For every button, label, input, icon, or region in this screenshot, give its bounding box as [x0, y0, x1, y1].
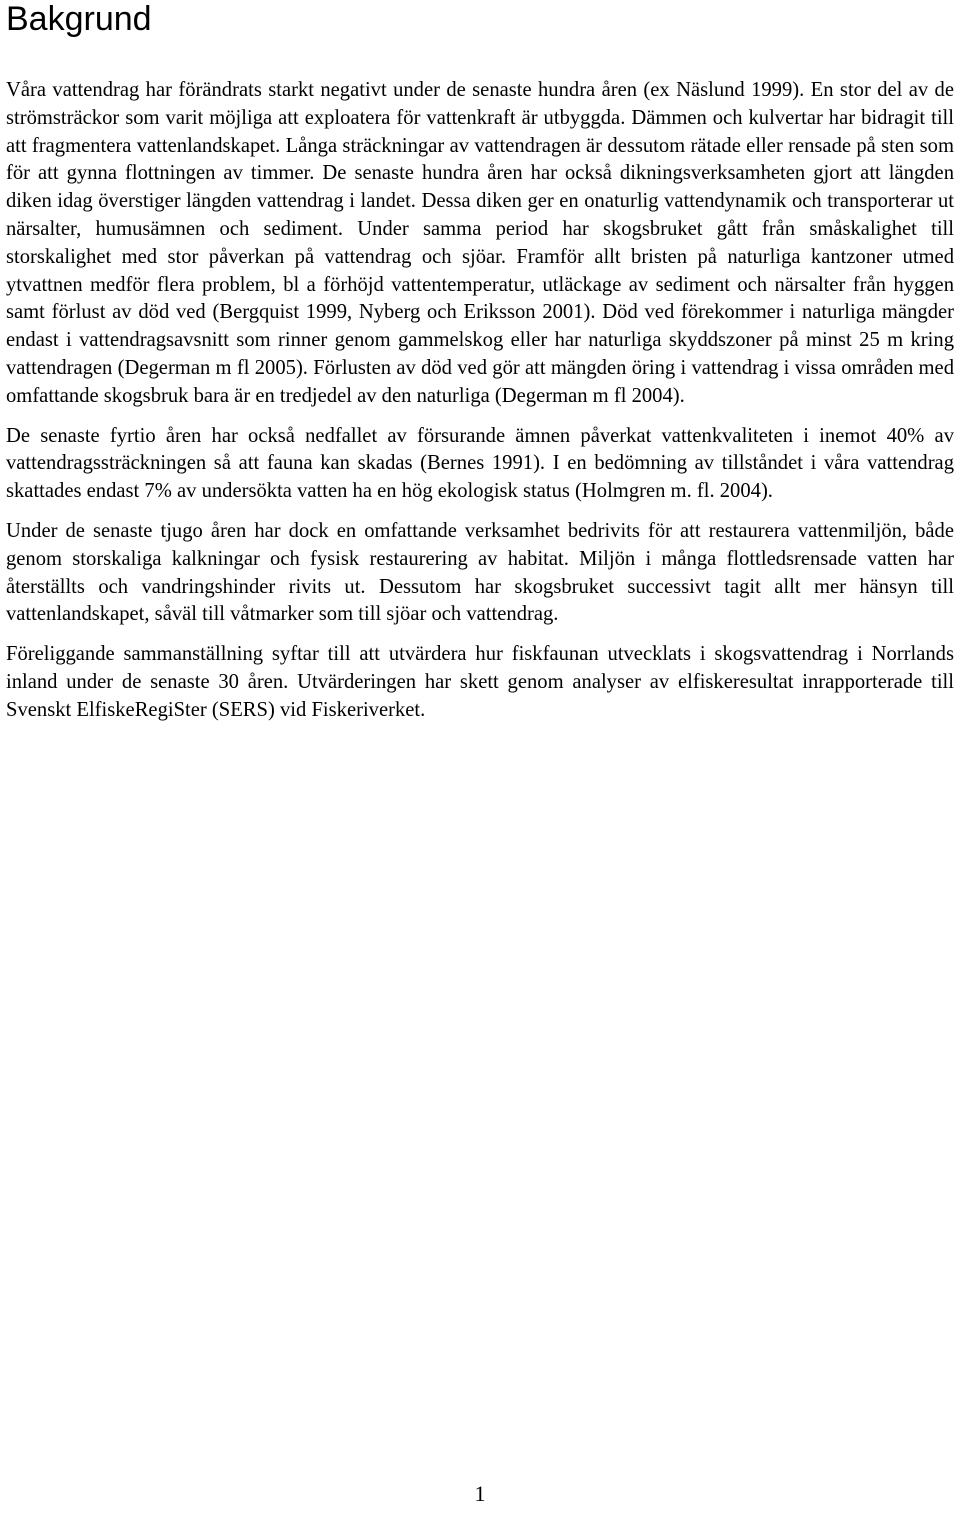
paragraph-4: Föreliggande sammanställning syftar till att utvärdera hur fiskfaunan utvecklats i skogsvattendrag i Norrlands inland under de senaste 30 åren. Utvärderingen har skett genom analyser av elfiskeresultat inrapporterade till Svenskt ElfiskeRegiSter (SERS) vid Fiskeriverket.: [6, 643, 954, 721]
paragraph-3: Under de senaste tjugo åren har dock en omfattande verksamhet bedrivits för att restaurera vattenmiljön, både genom storskaliga kalkningar och fysisk restaurering av habitat. Miljön i många flottledsrensade vatten har återställts och vandringshinder rivits ut. Dessutom har skogsbruket successivt tagit allt mer hänsyn till vattenlandskapet, såväl till våtmarker som till sjöar och vattendrag.: [6, 519, 954, 626]
section-heading: Bakgrund: [6, 0, 152, 38]
paragraph-1: Våra vattendrag har förändrats starkt negativt under de senaste hundra åren (ex Näslund 1999). En stor del av de strömsträckor som varit möjliga att exploatera för vattenkraft är utbyggda. Dämmen och kulvertar har bidragit till att fragmentera vattenlandskapet. Långa sträckningar av vattendragen är dessutom rätade eller rensade på sten som för att gynna flottningen av timmer. De senaste hundra åren har också dikningsverksamheten gjort att längden diken idag överstiger längden vattendrag i landet. Dessa diken ger en onaturlig vattendynamik och transporterar ut närsalter, humusämnen och sediment. Under samma period har skogsbruket gått från småskalighet till storskalighet med stor påverkan på vattendrag och sjöar. Framför allt bristen på naturliga kantzoner utmed ytvattnen medför flera problem, bl a förhöjd vattentemperatur, utläckage av sediment och närsalter från hyggen samt förlust av död ved (Bergquist 1999, Nyberg och Eriksson 2001). Död ved förekommer i naturliga mängder endast i vattendragsavsnitt som rinner genom gammelskog eller har naturliga skyddszoner på minst 25 m kring vattendragen (Degerman m fl 2005). Förlusten av död ved gör att mängden öring i vattendrag i vissa områden med omfattande skogsbruk bara är en tredjedel av den naturliga (Degerman m fl 2004).: [6, 79, 954, 407]
page-number: 1: [474, 1481, 486, 1506]
paragraph-2: De senaste fyrtio åren har också nedfallet av försurande ämnen påverkat vattenkvaliteten i inemot 40% av vattendragssträckningen så att fauna kan skadas (Bernes 1991). I en bedömning av tillståndet i våra vattendrag skattades endast 7% av undersökta vatten ha en hög ekologisk status (Holmgren m. fl. 2004).: [6, 424, 954, 503]
body-text: [6, 77, 954, 737]
